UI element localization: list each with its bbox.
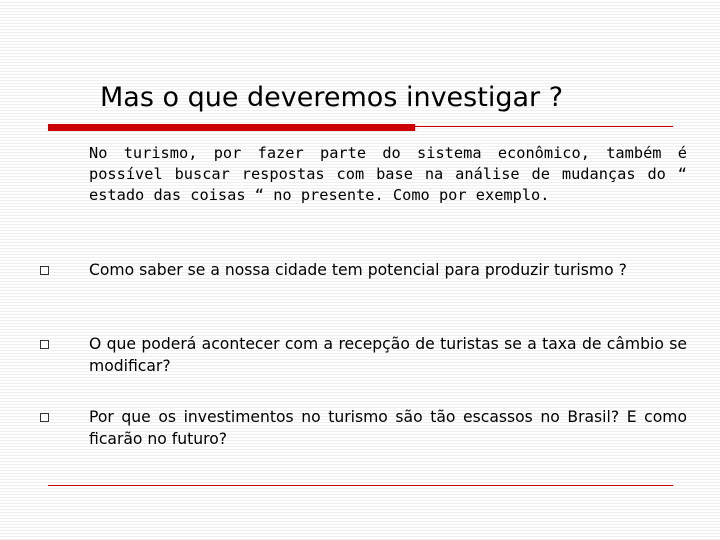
hollow-square-bullet-icon	[40, 340, 49, 349]
question-item	[40, 259, 687, 307]
question-text: Como saber se a nossa cidade tem potencial para produzir turismo ?	[89, 261, 627, 279]
question-text: Por que os investimentos no turismo são tão escassos no Brasil? E como ficarão no futuro?	[89, 408, 687, 448]
question-text: O que poderá acontecer com a recepção de turistas se a taxa de câmbio se modificar?	[89, 335, 687, 375]
question-item	[40, 406, 687, 454]
slide-title: Mas o que deveremos investigar ?	[100, 82, 564, 113]
title-underline-accent	[48, 124, 415, 131]
title-underline-rule	[415, 126, 673, 127]
hollow-square-bullet-icon	[40, 266, 49, 275]
question-item	[40, 333, 687, 381]
hollow-square-bullet-icon	[40, 413, 49, 422]
footer-rule	[48, 485, 673, 486]
intro-paragraph: No turismo, por fazer parte do sistema econômico, também é possível buscar respostas com base na análise de mudanças do “ estado das coisas “ no presente. Como por exemplo.	[89, 144, 687, 204]
